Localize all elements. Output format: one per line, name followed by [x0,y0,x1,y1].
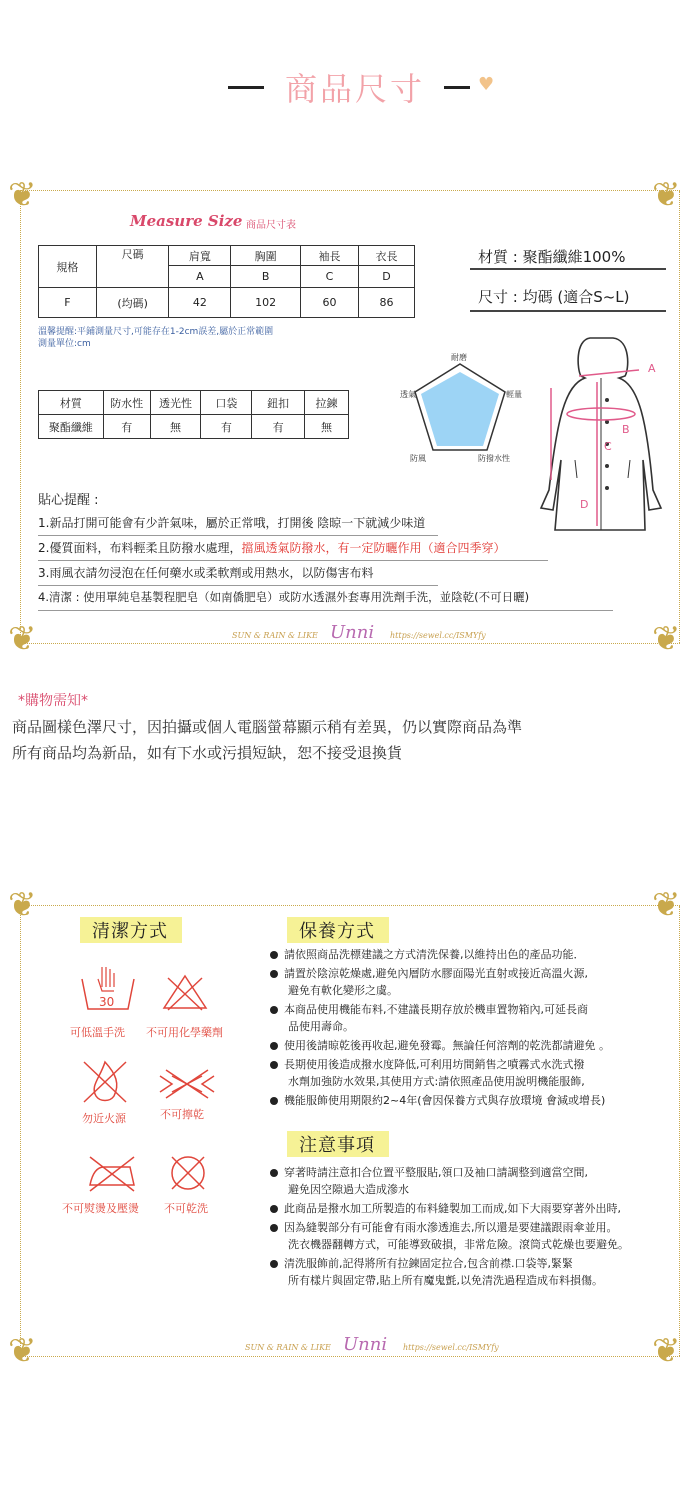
radar-label: 防風 [410,454,426,463]
radar-label: 透氣 [400,390,416,399]
table-header: 防水性 [103,391,150,415]
note-line: 溫馨提醒:平鋪測量尺寸,可能存在1-2cm誤差,屬於正常範圍 [38,327,274,337]
list-item-text: 機能服飾使用期限約2~4年(會因保養方式與存放環境 會減或增長) [284,1094,606,1107]
note-line: 測量單位:cm [38,339,91,349]
bullet-icon [270,1097,278,1105]
radar-label: 耐磨 [451,353,467,362]
table-header: D [358,266,414,288]
ornament-icon: ❦ [8,619,37,659]
brand-logo: Unni [343,1334,388,1355]
list-item [288,1272,603,1288]
page-header [0,60,700,110]
care-label: 勿近火源 [82,1112,126,1125]
ornament-icon: ❦ [8,175,37,215]
list-item [270,1219,618,1235]
list-item-text: 避免因空隙過大造成滲水 [288,1183,409,1196]
feature-table [38,390,349,439]
hand-wash-icon [78,965,138,1015]
table-header: 尺碼 [96,246,169,288]
divider [38,535,438,536]
care-label: 可低溫手洗 [70,1026,125,1039]
list-item [288,1018,354,1034]
bullet-icon [270,1042,278,1050]
list-item-text: 本商品使用機能布料,不建議長期存放於機車置物箱內,可延長商 [284,1003,588,1016]
list-item-text: 此商品是撥水加工所製造的布料縫製加工而成,如下大雨要穿著外出時, [284,1202,621,1215]
list-item [270,1037,610,1053]
ornament-icon: ❦ [8,1331,37,1371]
header-rule-right [444,86,470,89]
brand-logo: Unni [330,622,375,643]
table-header: 肩寬 [169,246,231,266]
table-header: A [169,266,231,288]
table-header: C [301,266,359,288]
table-cell: F [39,288,97,318]
ornament-icon: ❦ [652,885,681,925]
table-header: 胸圍 [231,246,301,266]
notice-title: *購物需知* [18,693,88,709]
table-header: 鈕扣 [252,391,305,415]
table-cell: 有 [252,415,305,439]
list-item-text: 水劑加強防水效果,其使用方式:請依照產品使用說明機能服飾, [288,1075,585,1088]
table-cell: (均碼) [96,288,169,318]
radar-label: 防撥水性 [478,454,510,463]
list-item-text: 洗衣機器翻轉方式，可能導致破損，非常危險。滾筒式乾燥也要避免。 [288,1238,629,1251]
table-cell: 42 [169,288,231,318]
table-row [39,288,415,318]
no-fire-icon [80,1056,130,1106]
notice-line: 商品圖樣色澤尺寸，因拍攝或個人電腦螢幕顯示稍有差異，仍以實際商品為準 [12,718,523,736]
bullet-icon [270,1006,278,1014]
no-iron-icon [84,1153,140,1193]
wash-temp: 30 [99,995,115,1009]
tip-line: 3.雨風衣請勿浸泡在任何藥水或柔軟劑或用熱水，以防傷害布料 [38,566,374,580]
no-dry-clean-icon [168,1153,208,1193]
table-header: 口袋 [201,391,252,415]
bullet-icon [270,1260,278,1268]
list-item-text: 所有樣片與固定帶,貼上所有魔鬼氈,以免清洗過程造成布料損傷。 [288,1274,603,1287]
maint-title: 保養方式 [287,917,389,943]
list-item [270,965,588,981]
divider [38,585,438,586]
no-bleach-icon [160,972,210,1012]
list-item [270,1200,621,1216]
ornament-icon: ❦ [652,619,681,659]
bullet-icon [270,1224,278,1232]
table-cell: 有 [201,415,252,439]
list-item-text: 品使用壽命。 [288,1020,354,1033]
signature-tagline: SUN & RAIN & LIKE [245,1343,331,1352]
table-row [39,415,349,439]
tips-title: 貼心提醒 : [38,493,99,508]
tip-text: 2.優質面料，布料輕柔且防撥水處理， [38,541,242,555]
care-label: 不可乾洗 [164,1202,208,1215]
list-item-text: 清洗服飾前,記得將所有拉鍊固定拉合,包含前襟.口袋等,緊緊 [284,1257,573,1270]
table-header: 材質 [39,391,104,415]
table-header: B [231,266,301,288]
heart-icon: ♥ [478,74,495,95]
bullet-icon [270,951,278,959]
list-item-text: 請依照商品洗標建議之方式清洗保養,以維持出色的產品功能． [284,948,585,961]
coat-label: A [648,362,656,375]
measure-subtitle: 商品尺寸表 [246,220,296,231]
list-item [270,1092,605,1108]
bullet-icon [270,1169,278,1177]
list-item [270,1001,588,1017]
radar-label: 輕量 [506,390,522,399]
signature-url: https://sewel.cc/ISMYfy [390,631,486,640]
table-cell: 聚酯纖維 [39,415,104,439]
ornament-icon: ❦ [652,1331,681,1371]
divider [470,268,666,270]
tip-line: 1.新品打開可能會有少許氣味，屬於正常哦，打開後 陰晾一下就減少味道 [38,516,426,530]
warn-title: 注意事項 [287,1131,389,1157]
measure-note [38,326,273,350]
bullet-icon [270,1205,278,1213]
feature-radar [395,350,555,470]
list-item-text: 使用後請晾乾後再收起,避免發霉。無論任何溶劑的乾洗都請避免 。 [284,1039,610,1052]
material-text: 材質 : 聚酯纖維100% [478,248,626,266]
tip-line: 4.清潔 : 使用單純皂基製程肥皂（如南僑肥皂）或防水透濕外套專用洗劑手洗，並陰乾(不可日曬) [38,590,530,604]
tip-highlight: 擋風透氣防撥水，有一定防曬作用（適合四季穿） [241,541,506,555]
care-label: 不可熨燙及壓燙 [62,1202,139,1215]
coat-label: C [604,440,612,453]
measure-title: Measure Size [130,212,243,230]
size-text: 尺寸 : 均碼 (適合S~L) [478,288,630,306]
list-item [270,1164,588,1180]
table-header: 透光性 [150,391,201,415]
list-item [270,1255,573,1271]
list-item [270,1056,585,1072]
ornament-icon: ❦ [8,885,37,925]
list-item [288,1181,409,1197]
list-item [288,1236,629,1252]
coat-label: D [580,498,589,511]
signature-url: https://sewel.cc/ISMYfy [403,1343,499,1352]
table-header: 規格 [39,246,97,288]
list-item-text: 避免有軟化變形之虞。 [288,984,398,997]
list-item-text: 請置於陰涼乾燥處,避免內層防水膠面陽光直射或接近高溫火源, [284,967,588,980]
notice-line: 所有商品均為新品，如有下水或污損短缺，恕不接受退換貨 [12,744,403,762]
bullet-icon [270,970,278,978]
tip-line [38,539,505,556]
table-cell: 102 [231,288,301,318]
bullet-icon [270,1061,278,1069]
list-item-text: 穿著時請注意扣合位置平整服貼,領口及袖口請調整到適當空間, [284,1166,588,1179]
no-wring-icon [156,1066,218,1102]
table-header: 衣長 [358,246,414,266]
divider [38,560,548,561]
table-cell: 無 [150,415,201,439]
header-rule-left [228,86,264,89]
table-header: 拉鍊 [305,391,349,415]
care-label: 不可擰乾 [160,1108,204,1121]
table-cell: 無 [305,415,349,439]
list-item [270,946,585,962]
table-cell: 86 [358,288,414,318]
divider [470,310,666,312]
care-label: 不可用化學藥劑 [146,1026,223,1039]
divider [38,610,613,611]
table-cell: 60 [301,288,359,318]
list-item [288,982,398,998]
signature-tagline: SUN & RAIN & LIKE [232,631,318,640]
list-item-text: 因為縫製部分有可能會有雨水滲透進去,所以還是要建議跟雨傘並用。 [284,1221,618,1234]
table-cell: 有 [103,415,150,439]
ornament-icon: ❦ [652,175,681,215]
coat-label: B [622,423,630,436]
list-item [288,1073,585,1089]
list-item-text: 長期使用後造成撥水度降低,可利用坊間銷售之噴霧式水洗式撥 [284,1058,585,1071]
clean-title: 清潔方式 [80,917,182,943]
table-header: 袖長 [301,246,359,266]
size-table [38,245,415,318]
page-title: 商品尺寸 [285,70,426,108]
